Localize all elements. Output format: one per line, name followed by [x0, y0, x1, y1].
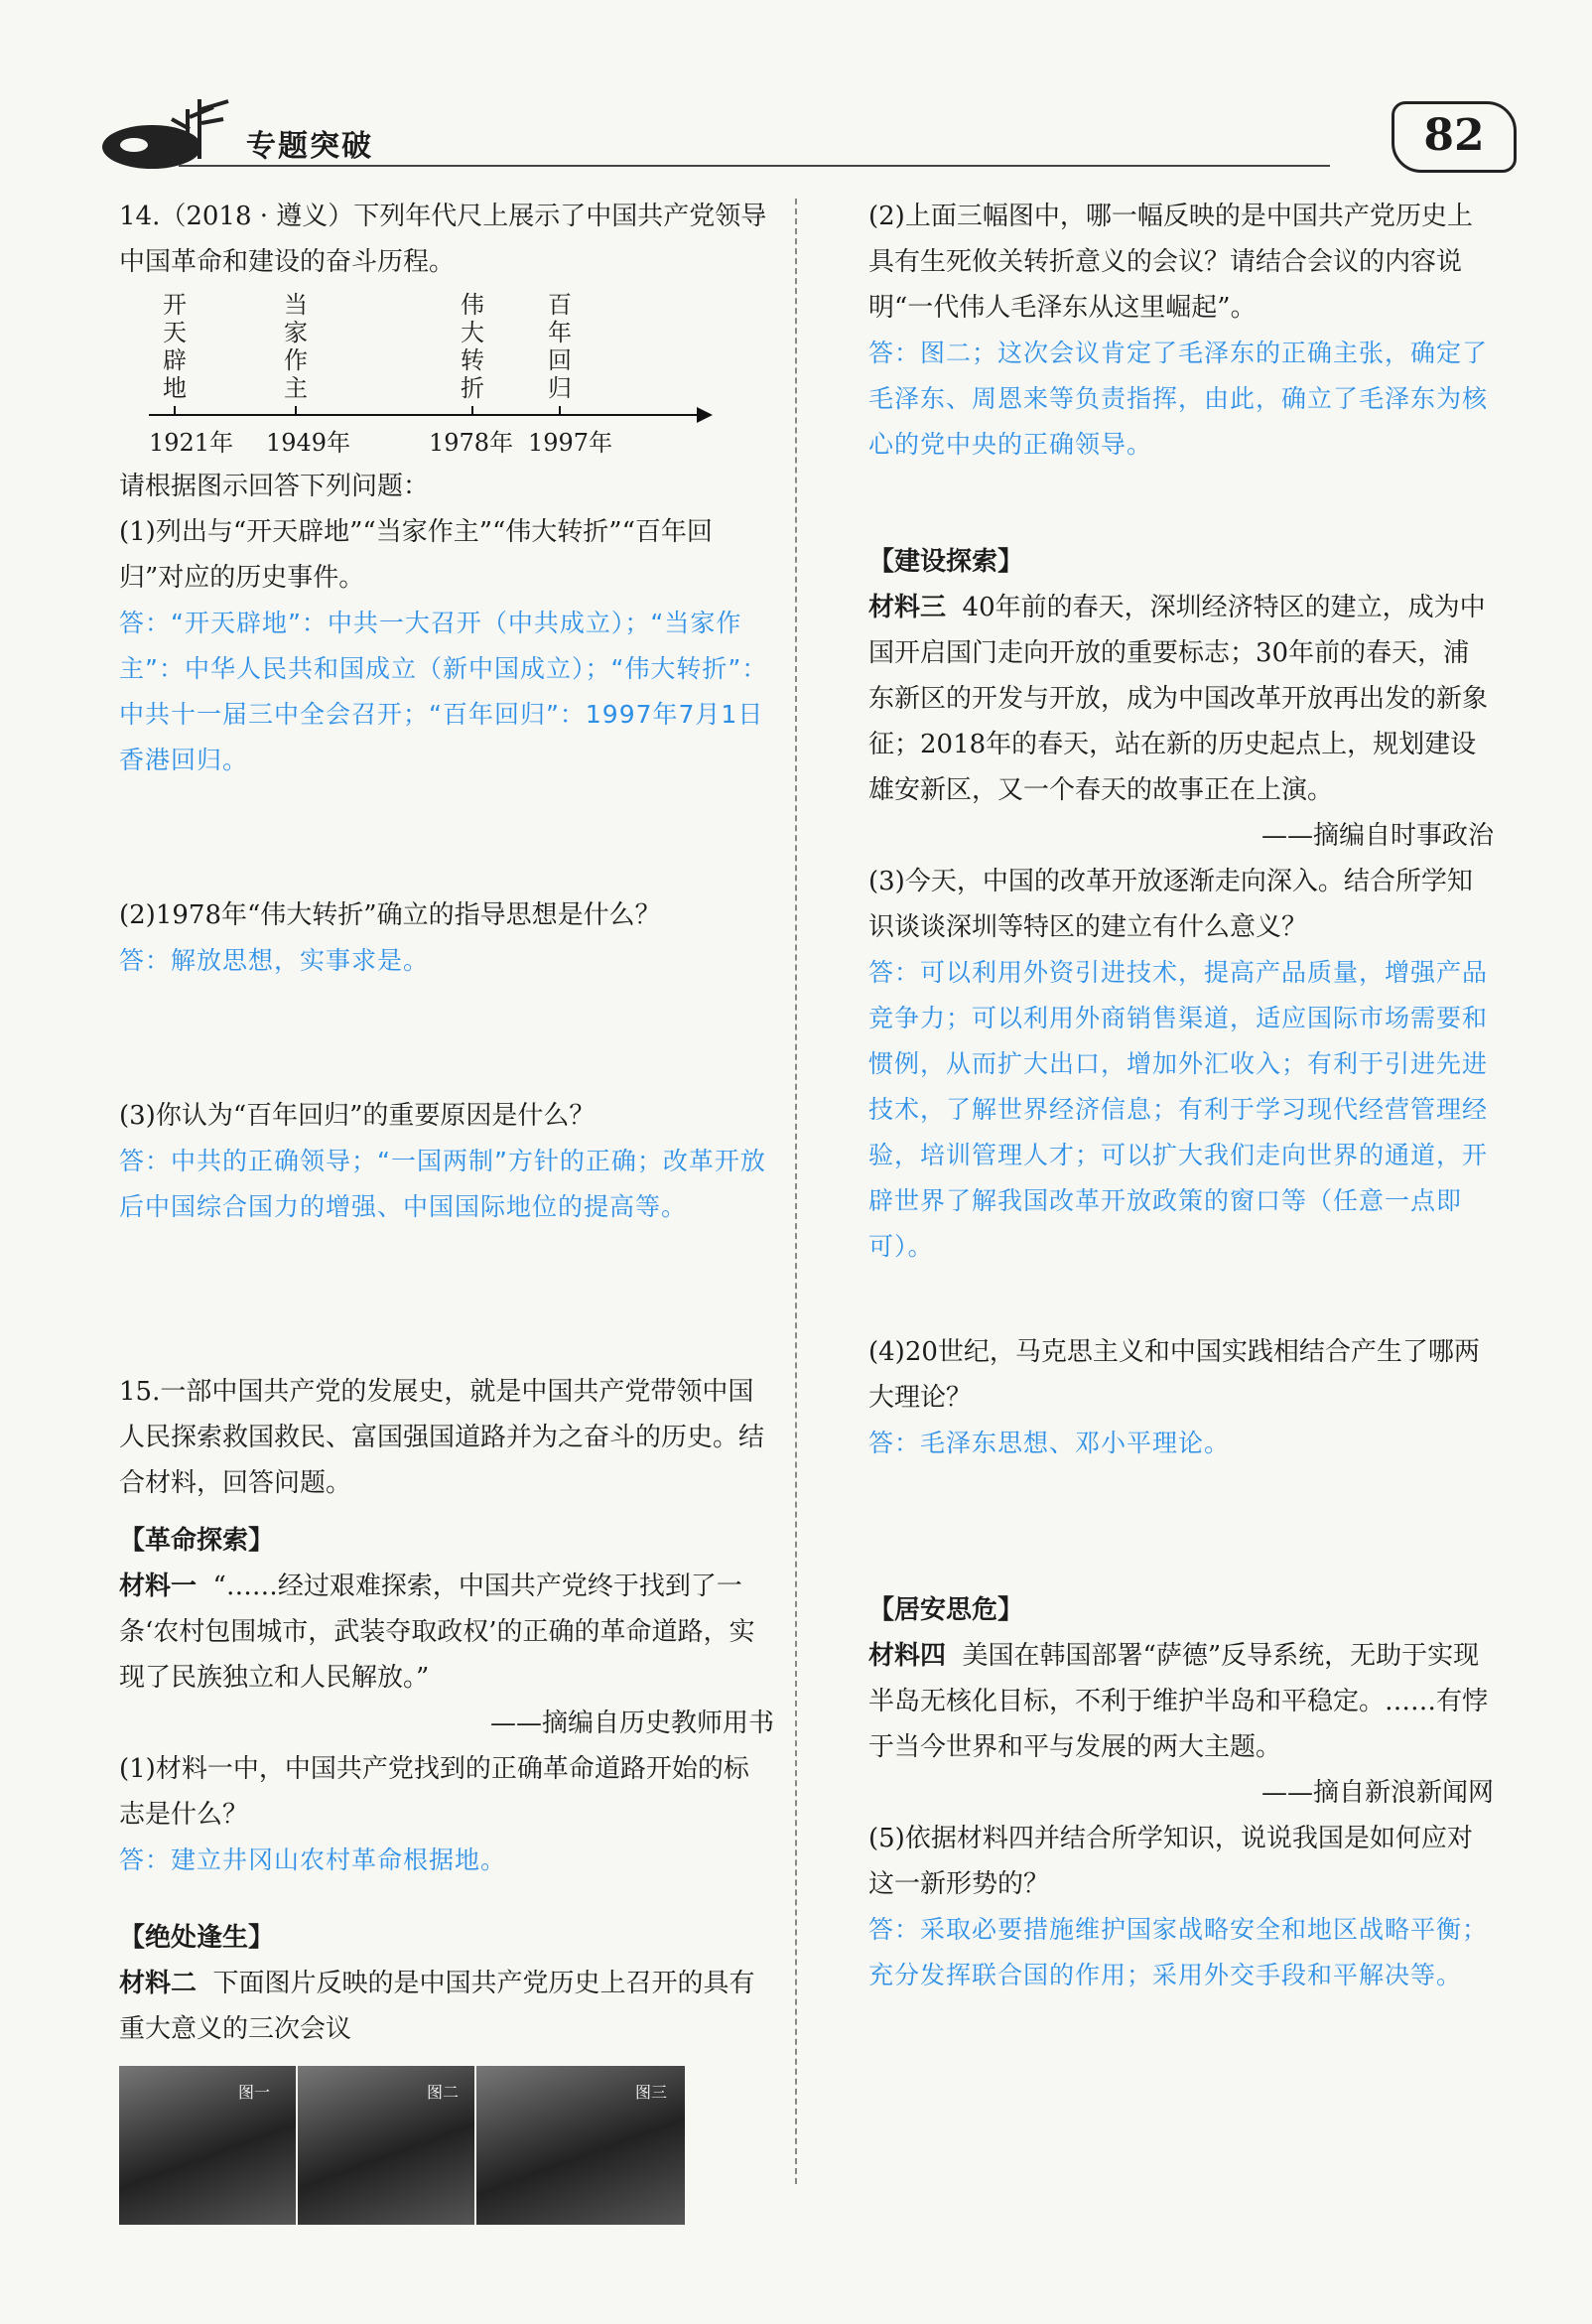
section-survival: 【绝处逢生】 [119, 1923, 275, 1953]
timeline-arrow-icon [697, 407, 713, 423]
material-1 [119, 1564, 774, 1701]
q14-part2-answer: 答：解放思想，实事求是。 [119, 946, 430, 975]
q15-part5-answer: 答：采取必要措施维护国家战略安全和地区战略平衡；充分发挥联合国的作用；采用外交手段和平解决等。 [868, 1915, 1489, 1989]
q15-part2-answer: 答：图二；这次会议肯定了毛泽东的正确主张，确定了毛泽东、周恩来等负责指挥，由此，确立了毛泽东为核心的党中央的正确领导。 [868, 339, 1489, 459]
timeline-year: 1921年 [149, 429, 234, 457]
material-3-label: 材料三 [868, 593, 947, 622]
q14-prompt: 请根据图示回答下列问题： [119, 472, 430, 501]
material-4-source: ——摘自新浪新闻网 [1260, 1778, 1494, 1808]
q15-part3-answer: 答：可以利用外资引进技术，提高产品质量，增强产品竞争力；可以利用外商销售渠道，适应国际市场需要和惯例，从而扩大出口，增加外汇收入；有利于引进先进技术，了解世界经济信息；有利于学习现代经营管理经验，培训管理人才；可以扩大我们走向世界的通道，开辟世界了解我国改革开放政策的窗口等（任意一点即可）。 [868, 958, 1489, 1261]
q15-part1-answer: 答：建立井冈山农村革命根据地。 [119, 1846, 507, 1874]
left-column [119, 194, 774, 2225]
timeline-ruler [149, 291, 705, 460]
q14-part2-question: (2)1978年“伟大转折”确立的指导思想是什么？ [119, 900, 661, 930]
q14-part1-question: (1)列出与“开天辟地”“当家作主”“伟大转折”“百年回归”对应的历史事件。 [119, 517, 713, 593]
meeting-photos [119, 2066, 754, 2225]
timeline-year: 1978年 [429, 429, 514, 457]
q15-part5-question: (5)依据材料四并结合所学知识，说说我国是如何应对这一新形势的？ [868, 1824, 1473, 1899]
q14-part1-answer: 答：“开天辟地”：中共一大召开（中共成立）；“当家作主”：中华人民共和国成立（新中国成立）；“伟大转折”：中共十一届三中全会召开；“百年回归”：1997年7月1日香港回归。 [119, 609, 768, 774]
timeline-tick [295, 406, 297, 415]
material-3 [868, 585, 1494, 813]
timeline-event-1: 开 天 辟 地 [163, 291, 187, 402]
material-3-text: 40年前的春天，深圳经济特区的建立，成为中国开启国门走向开放的重要标志；30年前的春天，浦东新区的开发与开放，成为中国改革开放再出发的新象征；2018年的春天，站在新的历史起点上，规划建设雄安新区，又一个春天的故事正在上演。 [868, 593, 1489, 805]
photo-3: 图三 [476, 2066, 685, 2225]
q15-part1-question: (1)材料一中，中国共产党找到的正确革命道路开始的标志是什么？ [119, 1754, 749, 1830]
material-4-text: 美国在韩国部署“萨德”反导系统，无助于实现半岛无核化目标，不利于维护半岛和平稳定。……有悖于当今世界和平与发展的两大主题。 [868, 1641, 1489, 1762]
section-security: 【居安思危】 [868, 1595, 1024, 1625]
q14-part3-answer: 答：中共的正确领导；“一国两制”方针的正确；改革开放后中国综合国力的增强、中国国际地位的提高等。 [119, 1147, 766, 1221]
material-4-label: 材料四 [868, 1641, 947, 1671]
timeline-tick [559, 406, 561, 415]
section-title: 专题突破 [246, 129, 373, 164]
photo-1: 图一 [119, 2066, 296, 2225]
timeline-year: 1949年 [266, 429, 351, 457]
material-3-source: ——摘编自时事政治 [1260, 821, 1494, 851]
material-2-text: 下面图片反映的是中国共产党历史上召开的具有重大意义的三次会议 [119, 1969, 755, 2044]
section-construction: 【建设探索】 [868, 547, 1024, 577]
timeline-tick [471, 406, 473, 415]
right-column [868, 194, 1494, 1998]
timeline-tick [174, 406, 176, 415]
material-4 [868, 1633, 1494, 1770]
q15-part2-question: (2)上面三幅图中，哪一幅反映的是中国共产党历史上具有生死攸关转折意义的会议？请结合会议的内容说明“一代伟人毛泽东从这里崛起”。 [868, 202, 1473, 323]
column-divider [795, 199, 797, 2184]
header-rule [179, 165, 1330, 167]
material-2-label: 材料二 [119, 1969, 198, 1998]
q15-stem: 15.一部中国共产党的发展史，就是中国共产党带领中国人民探索救国救民、富国强国道路并为之奋斗的历史。结合材料，回答问题。 [119, 1377, 765, 1498]
section-revolution-explore: 【革命探索】 [119, 1526, 275, 1556]
timeline-event-2: 当 家 作 主 [284, 291, 308, 402]
material-1-label: 材料一 [119, 1572, 198, 1601]
photo-2: 图二 [298, 2066, 474, 2225]
material-2 [119, 1961, 774, 2052]
timeline-axis [149, 414, 705, 416]
material-1-text: “……经过艰难探索，中国共产党终于找到了一条‘农村包围城市，武装夺取政权’的正确的革命道路，实现了民族独立和人民解放。” [119, 1572, 755, 1693]
q15-part3-question: (3)今天，中国的改革开放逐渐走向深入。结合所学知识谈谈深圳等特区的建立有什么意义？ [868, 867, 1473, 942]
timeline-year: 1997年 [528, 429, 613, 457]
page-number: 82 [1392, 101, 1517, 173]
material-1-source: ——摘编自历史教师用书 [489, 1709, 774, 1738]
q14-stem: 14.（2018 · 遵义）下列年代尺上展示了中国共产党领导中国革命和建设的奋斗历程。 [119, 202, 767, 277]
q15-part4-question: (4)20世纪，马克思主义和中国实践相结合产生了哪两大理论？ [868, 1337, 1480, 1413]
q14-part3-question: (3)你认为“百年回归”的重要原因是什么？ [119, 1101, 596, 1131]
q15-part4-answer: 答：毛泽东思想、邓小平理论。 [868, 1429, 1231, 1457]
timeline-event-3: 伟 大 转 折 [461, 291, 484, 402]
timeline-event-4: 百 年 回 归 [548, 291, 572, 402]
